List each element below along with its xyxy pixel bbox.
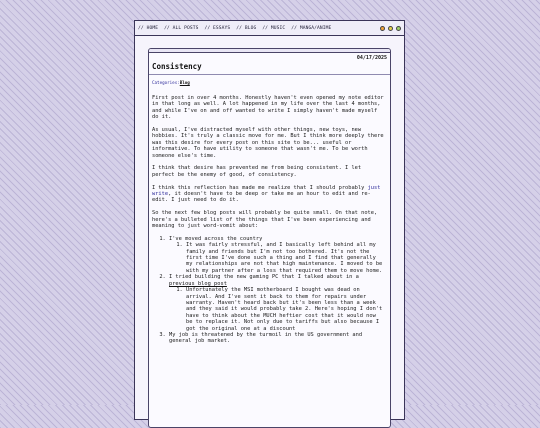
close-dot-icon[interactable] — [396, 26, 401, 31]
list-item — [169, 274, 384, 332]
list-item — [169, 236, 384, 274]
nav-blog[interactable]: // BLOG — [236, 25, 257, 31]
nav-manga-anime[interactable]: // MANGA/ANIME — [291, 25, 332, 31]
sub-list-item: 1. It was fairly stressful, and I basically left behind all my family and friends but I'm not too bothered. It's not the first time I've done such a thing and I find that generally my relationships are not that high maintenance. I moved to be with my partner after a loss that required them to move home. — [186, 242, 384, 274]
nav-links — [138, 26, 380, 31]
category-link-blog[interactable]: Blog — [179, 80, 190, 85]
nav-music[interactable]: // MUSIC — [262, 25, 286, 31]
paragraph-4-text-b: , it doesn't have to be deep or take me an hour to edit and re-edit. I just need to do it. — [152, 191, 371, 204]
post-title: Consistency — [152, 62, 202, 71]
list-item-text: I tried building the new gaming PC that I talked about in a — [169, 274, 359, 281]
paragraph-4-text-a: I think this reflection has made me realize that I should probably — [152, 184, 368, 191]
top-nav — [135, 21, 404, 36]
highlight-just-write: just write — [152, 184, 381, 198]
post-categories — [149, 75, 390, 85]
paragraph-4 — [152, 185, 384, 204]
paragraph-1: First post in over 4 months. Honestly haven't even opened my note editor in that long as well. A lot happened in my life over the last 4 months, and while I've on and off wanted to write I simply haven't made myself do it. — [152, 95, 384, 121]
list-item: 3. My job is threatened by the turmoil in the US government and general job market. — [169, 332, 384, 345]
window-controls — [380, 26, 401, 31]
nav-home[interactable]: // HOME — [138, 25, 159, 31]
browser-window — [134, 20, 405, 420]
post-card — [148, 48, 391, 428]
update-list — [152, 236, 384, 345]
previous-blog-post-link[interactable]: previous blog post — [169, 280, 227, 287]
sub-list — [169, 242, 384, 274]
list-item-text: I've moved across the country — [169, 235, 263, 242]
sub-list — [169, 287, 384, 332]
sub-list-item: 1. Unfortunately the MSI motherboard I bought was dead on arrival. And I've sent it back to them for repairs under warranty. Haven't heard back but it's been less than a week and they said it would probably take 2. Here's hoping I don't have to think about the MUCH heftier cost that it would now be to replace it. Not only due to tariffs but also because I got the original one at a discount — [186, 287, 384, 332]
minimize-dot-icon[interactable] — [380, 26, 385, 31]
paragraph-5: So the next few blog posts will probably be quite small. On that note, here's a bulleted list of the things that I've been experiencing and meaning to just word-vomit about: — [152, 210, 378, 230]
maximize-dot-icon[interactable] — [388, 26, 393, 31]
categories-label: Categories: — [152, 80, 180, 85]
nav-all-posts[interactable]: // ALL POSTS — [164, 25, 199, 31]
nav-essays[interactable]: // ESSAYS — [204, 25, 231, 31]
paragraph-3: I think that desire has prevented me from being consistent. I let perfect be the enemy of good, of consistency. — [152, 165, 362, 178]
paragraph-2: As usual, I've distracted myself with other things, new toys, new hobbies. It's truly a classic move for me. But I think more deeply there was this desire for every post on this site to be... useful or informative. To have utility to someone that wasn't me. To be worth someone else's time. — [152, 127, 384, 159]
post-body — [149, 85, 390, 345]
post-date: 04/17/2025 — [356, 55, 387, 61]
